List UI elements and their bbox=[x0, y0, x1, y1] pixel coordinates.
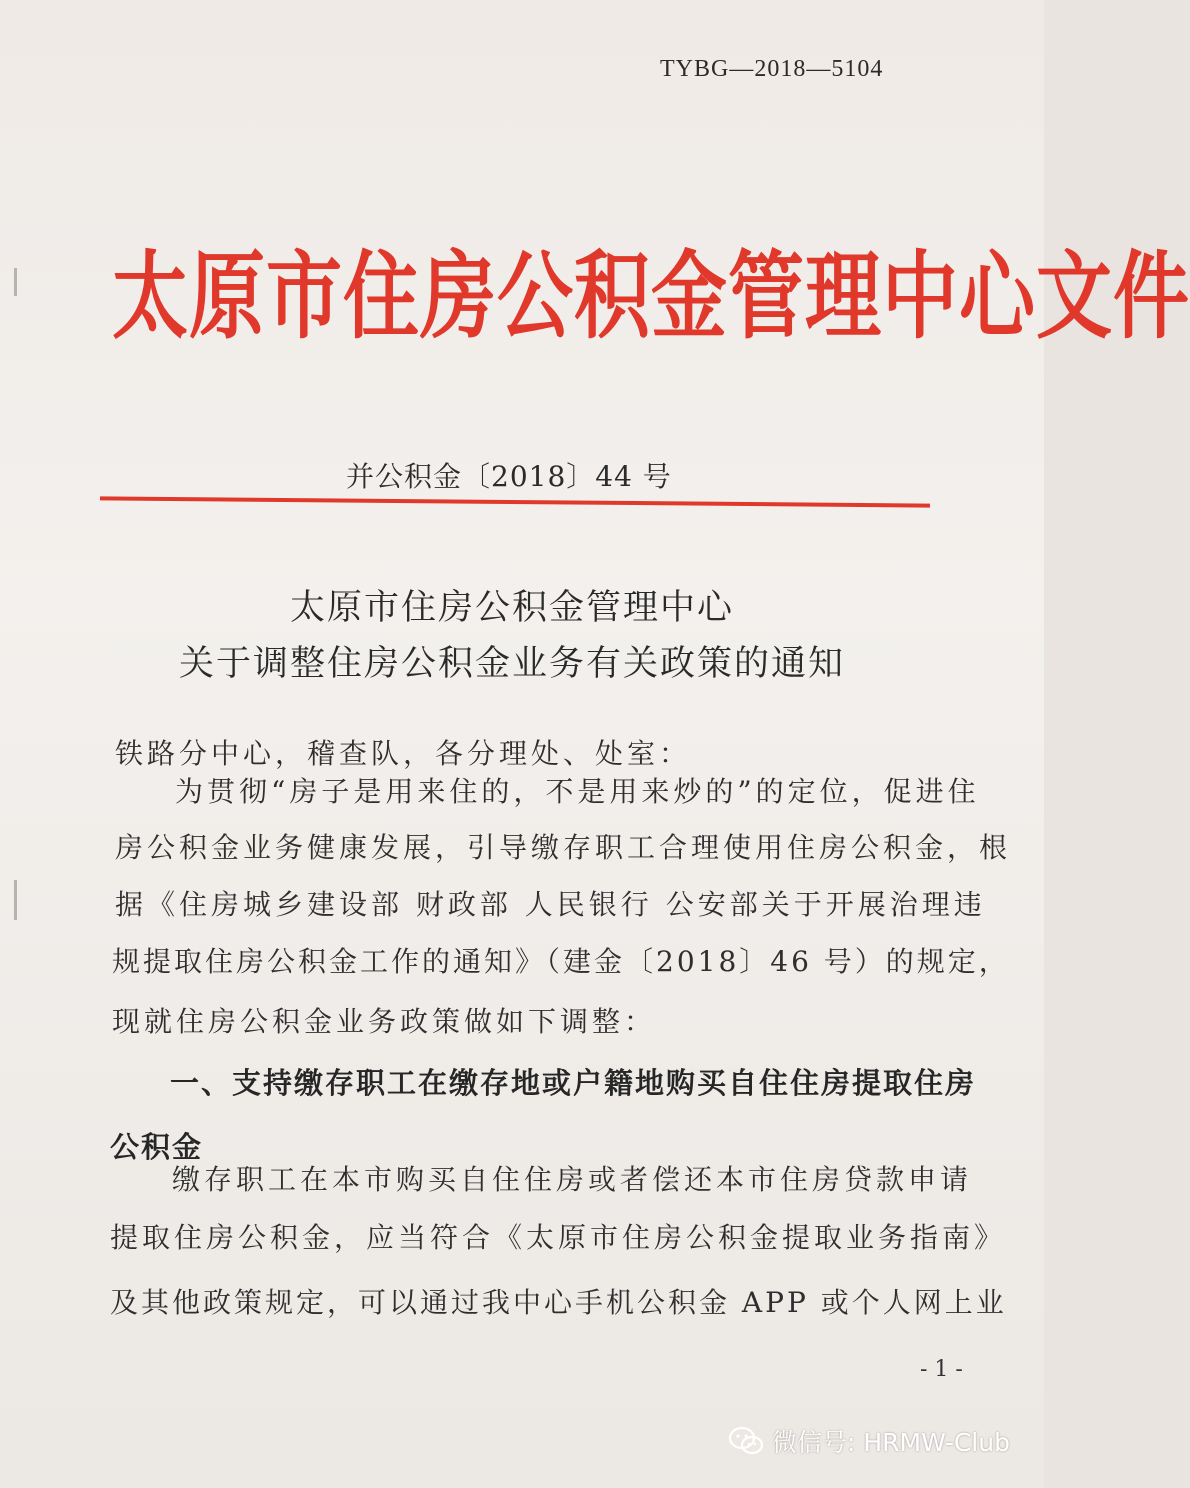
body-line: 缴存职工在本市购买自住住房或者偿还本市住房贷款申请 bbox=[172, 1163, 973, 1196]
body-line: 为贯彻“房子是用来住的，不是用来炒的”的定位，促进住 bbox=[175, 775, 980, 808]
section-heading: 公积金 bbox=[110, 1130, 204, 1164]
page-edge-mark bbox=[14, 880, 17, 920]
body-line: 据《住房城乡建设部 财政部 人民银行 公安部关于开展治理违 bbox=[115, 888, 986, 921]
body-line: 房公积金业务健康发展，引导缴存职工合理使用住房公积金，根 bbox=[115, 831, 1012, 864]
red-divider-line bbox=[100, 496, 930, 507]
page-number: - 1 - bbox=[920, 1357, 963, 1382]
watermark-text: 微信号: HRMW-Club bbox=[772, 1428, 1010, 1457]
addressee: 铁路分中心，稽查队，各分理处、处室： bbox=[115, 737, 692, 770]
document-code: TYBG—2018—5104 bbox=[660, 56, 884, 82]
wechat-icon bbox=[728, 1426, 764, 1456]
notice-title-line-1: 太原市住房公积金管理中心 bbox=[289, 588, 734, 628]
body-line: 规提取住房公积金工作的通知》（建金〔2018〕46 号）的规定， bbox=[112, 945, 1010, 978]
body-line: 及其他政策规定，可以通过我中心手机公积金 APP 或个人网上业 bbox=[110, 1286, 1007, 1319]
watermark bbox=[728, 1423, 1010, 1459]
body-line: 现就住房公积金业务政策做如下调整： bbox=[112, 1005, 657, 1038]
page-edge-mark bbox=[14, 268, 17, 296]
section-heading: 一、支持缴存职工在缴存地或户籍地购买自住住房提取住房 bbox=[170, 1066, 977, 1100]
issuer-title: 太原市住房公积金管理中心文件 bbox=[112, 240, 1190, 352]
body-line: 提取住房公积金，应当符合《太原市住房公积金提取业务指南》 bbox=[110, 1221, 1007, 1254]
notice-title-line-2: 关于调整住房公积金业务有关政策的通知 bbox=[178, 644, 845, 684]
file-number: 并公积金〔2018〕44 号 bbox=[346, 460, 672, 493]
